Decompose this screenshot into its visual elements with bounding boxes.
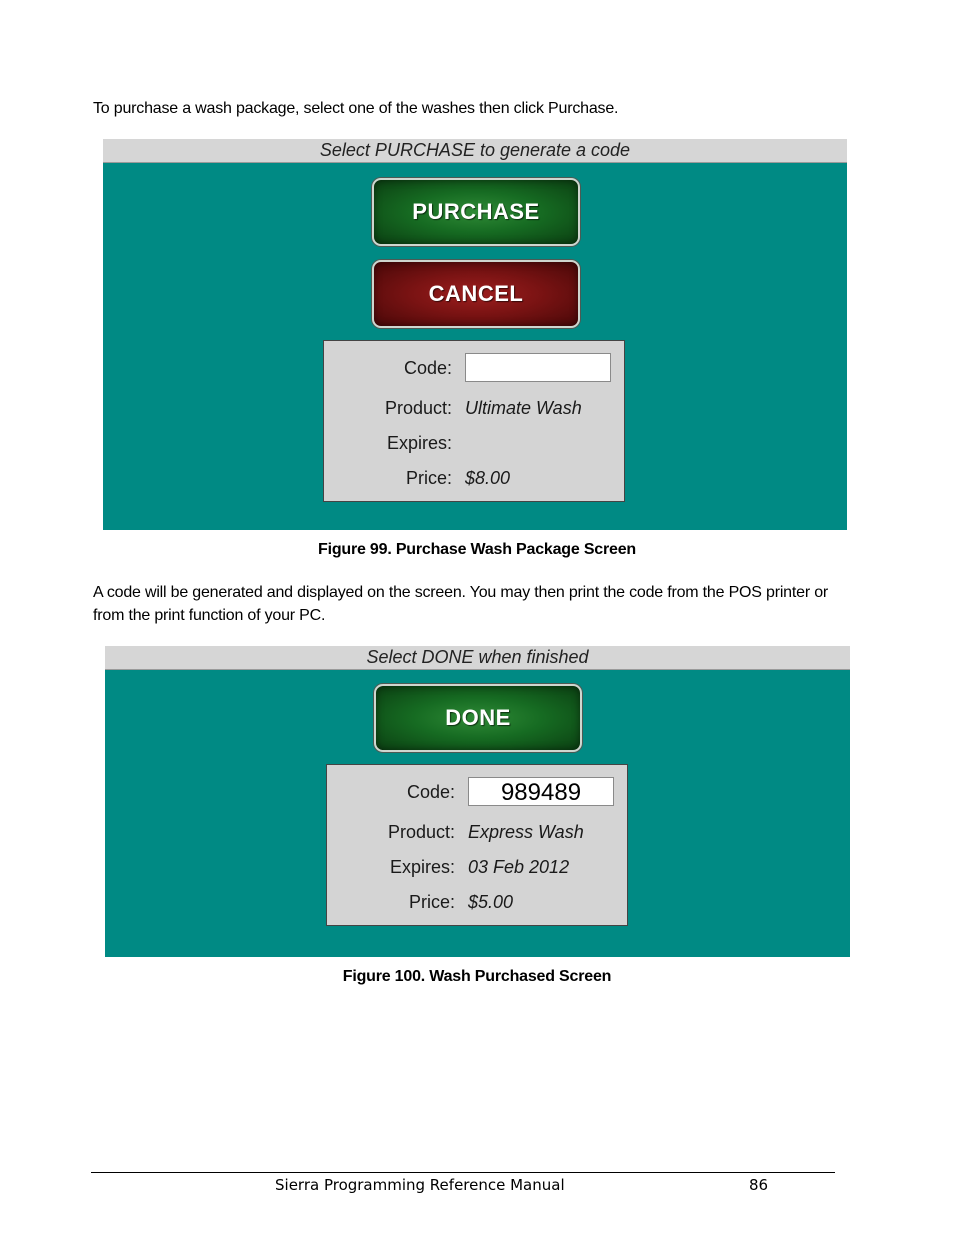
code-field bbox=[465, 353, 611, 382]
middle-paragraph-line-2: from the print function of your PC. bbox=[93, 607, 326, 624]
wash-purchased-info-panel bbox=[326, 764, 628, 926]
middle-paragraph-line-1: A code will be generated and displayed on the screen. You may then print the code from the POS printer or bbox=[93, 584, 829, 601]
expires-row bbox=[327, 852, 627, 882]
price-row bbox=[324, 463, 624, 493]
done-button[interactable]: DONE bbox=[374, 684, 582, 752]
price-row bbox=[327, 887, 627, 917]
price-label: Price: bbox=[405, 468, 452, 488]
product-row bbox=[324, 393, 624, 423]
code-field: 989489 bbox=[468, 777, 614, 806]
purchase-screen bbox=[103, 139, 847, 530]
code-row bbox=[327, 777, 627, 807]
purchase-info-panel bbox=[323, 340, 625, 502]
product-value: Ultimate Wash bbox=[465, 398, 582, 418]
page-number: 86 bbox=[749, 1176, 769, 1194]
price-label: Price: bbox=[408, 892, 455, 912]
footer-title: Sierra Programming Reference Manual bbox=[275, 1176, 565, 1194]
code-label: Code: bbox=[403, 358, 452, 378]
expires-value: 03 Feb 2012 bbox=[468, 857, 570, 877]
purchase-screen-header: Select PURCHASE to generate a code bbox=[103, 139, 847, 163]
wash-purchased-screen-header: Select DONE when finished bbox=[105, 646, 850, 670]
expires-row bbox=[324, 428, 624, 458]
middle-paragraph bbox=[93, 581, 828, 627]
product-label: Product: bbox=[387, 822, 455, 842]
purchase-button[interactable]: PURCHASE bbox=[372, 178, 580, 246]
expires-label: Expires: bbox=[386, 433, 452, 453]
product-label: Product: bbox=[384, 398, 452, 418]
product-row bbox=[327, 817, 627, 847]
wash-purchased-screen bbox=[105, 646, 850, 957]
code-label: Code: bbox=[406, 782, 455, 802]
price-value: $8.00 bbox=[465, 468, 511, 488]
price-value: $5.00 bbox=[468, 892, 514, 912]
footer-divider bbox=[91, 1172, 835, 1173]
intro-paragraph: To purchase a wash package, select one of the washes then click Purchase. bbox=[93, 100, 619, 117]
figure-100-caption: Figure 100. Wash Purchased Screen bbox=[342, 968, 612, 985]
cancel-button[interactable]: CANCEL bbox=[372, 260, 580, 328]
product-value: Express Wash bbox=[468, 822, 584, 842]
figure-99-caption: Figure 99. Purchase Wash Package Screen bbox=[318, 541, 636, 558]
code-row bbox=[324, 353, 624, 383]
expires-label: Expires: bbox=[389, 857, 455, 877]
